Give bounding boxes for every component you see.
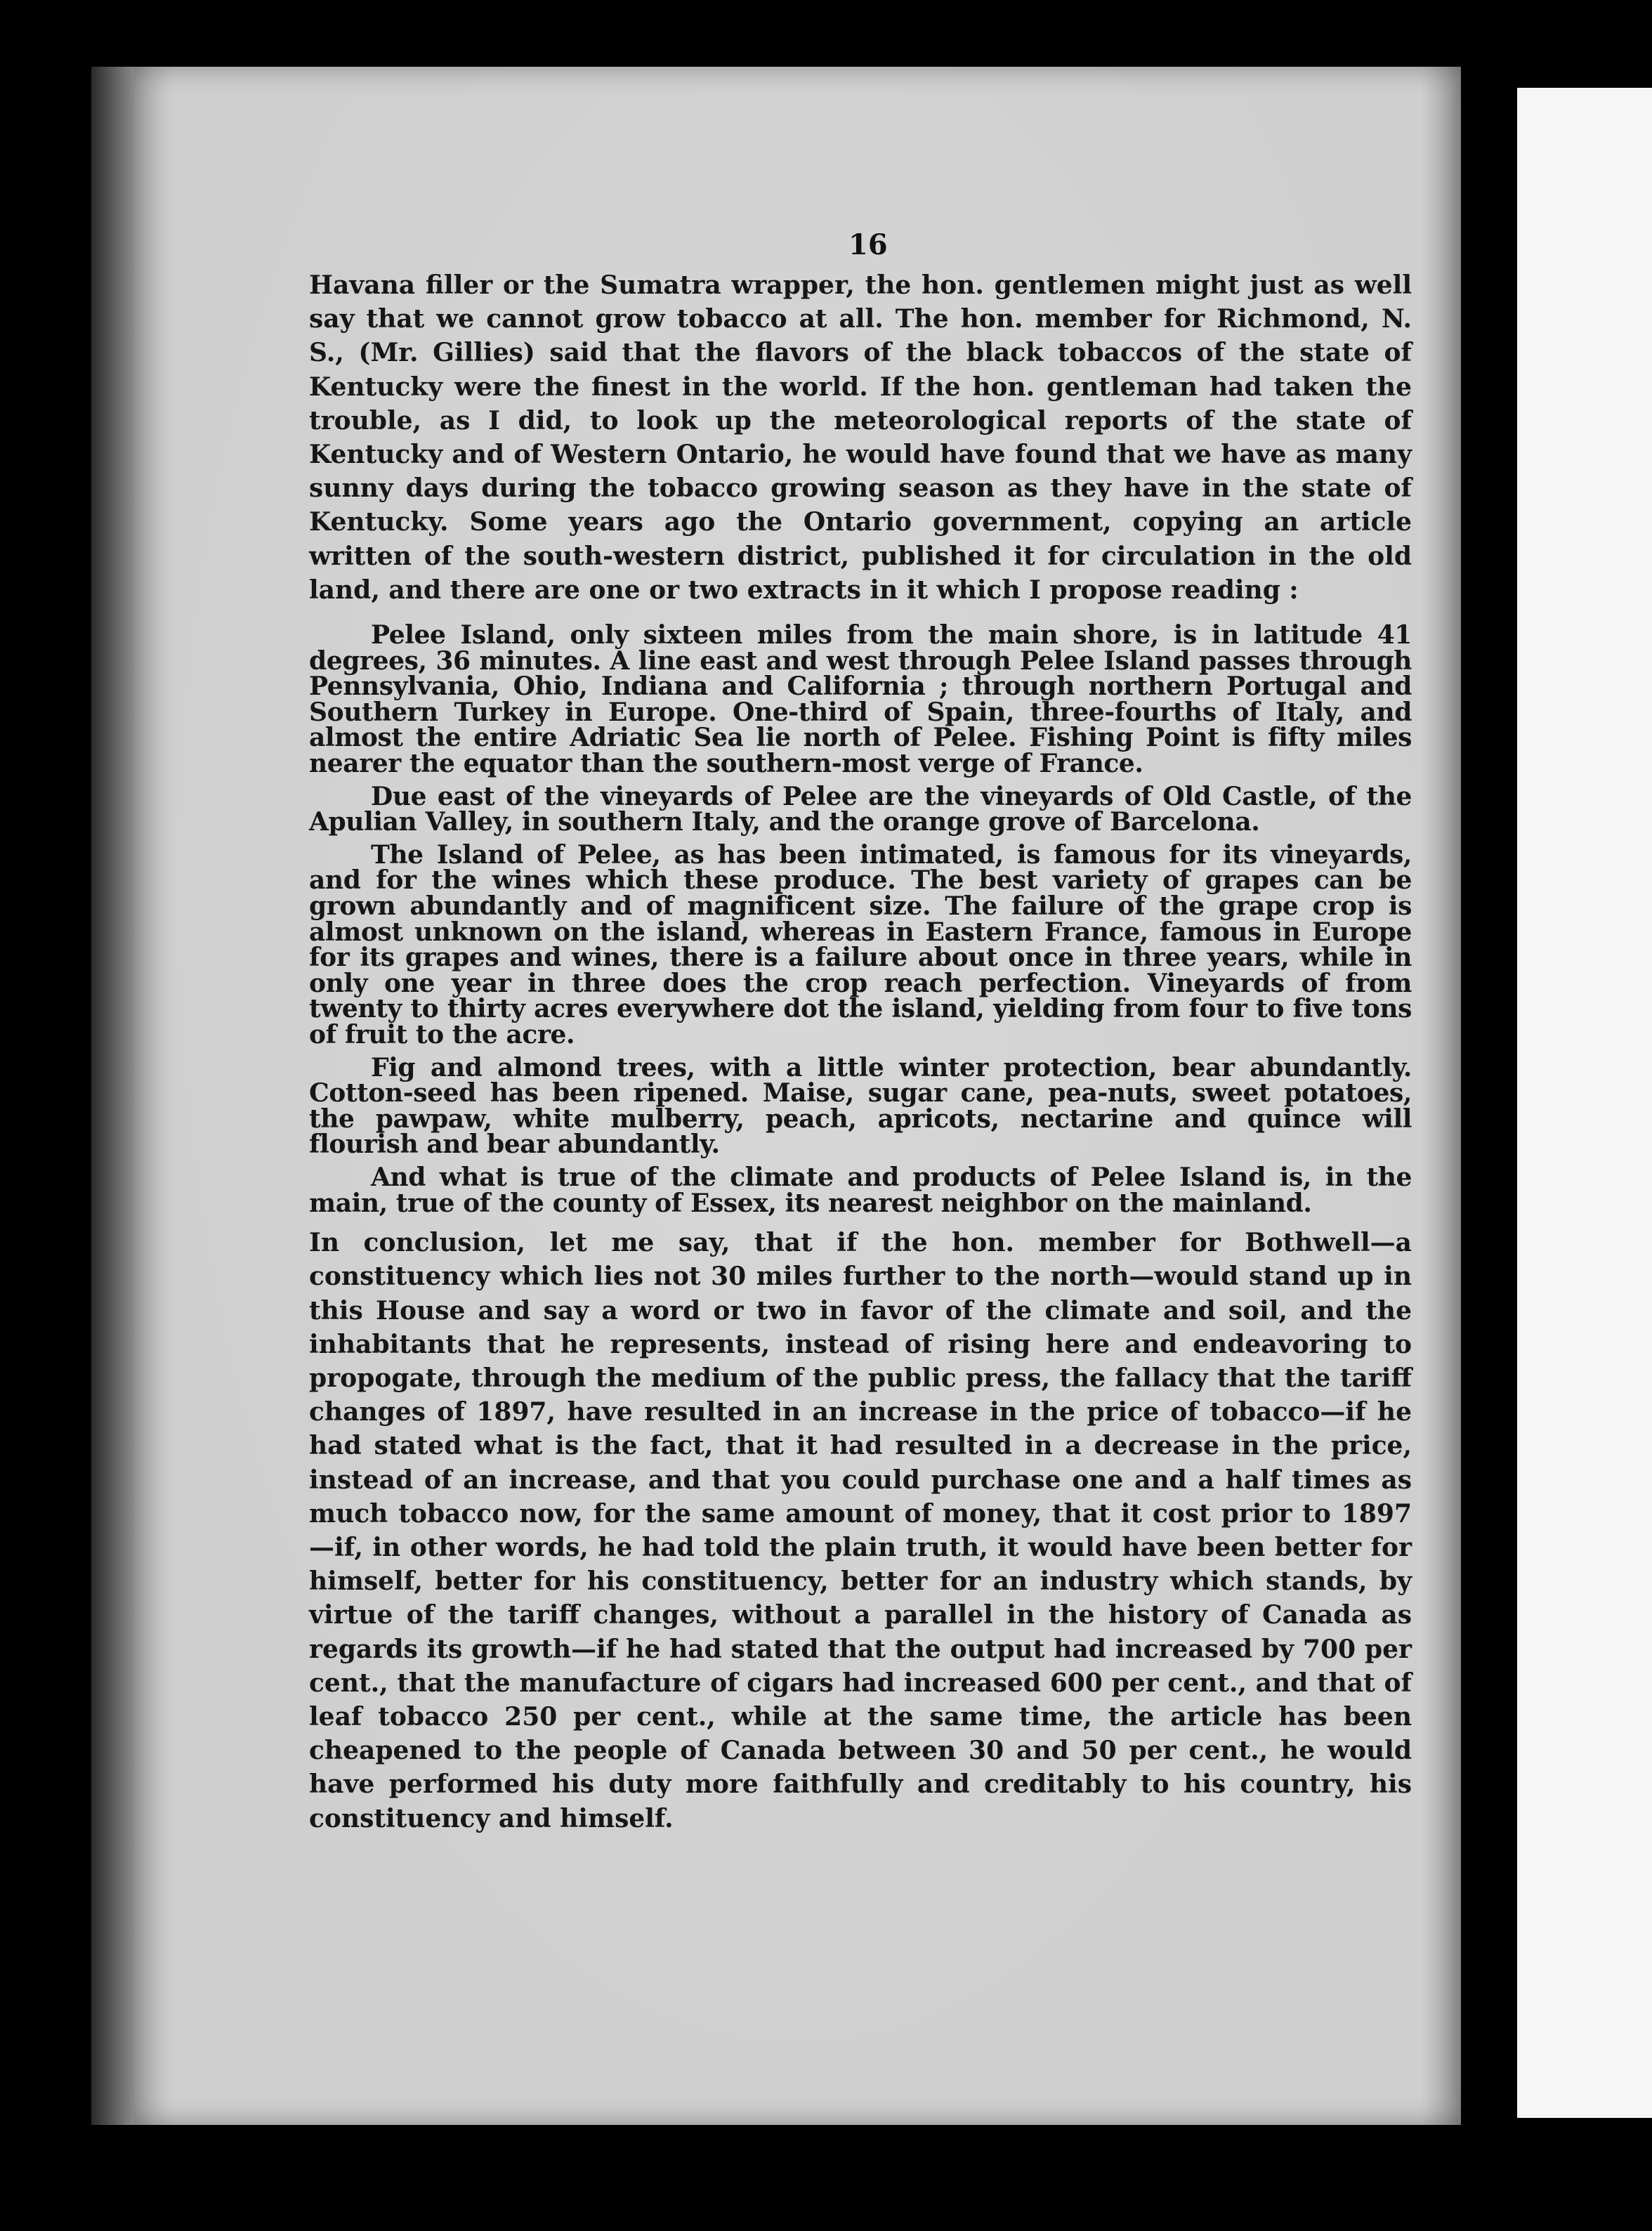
opening-paragraph: Havana filler or the Sumatra wrapper, the hon. gentlemen might just as well say that we cannot grow tobacco at all. The hon. member for Richmond, N. S., (Mr. Gillies) said that the flavors of the black tobaccos of the state of Kentucky were the finest in the world. If the hon. gentleman had taken the trouble, as I did, to look up the meteorological reports of the state of Kentucky and of Western Ontario, he would have found that we have as many sunny days during the tobacco growing season as they have in the state of Kentucky. Some years ago the Ontario government, copying an article written of the south-western district, published it for circulation in the old land, and there are one or two extracts in it which I propose reading :: [309, 270, 1412, 605]
book-spine: [91, 67, 135, 2125]
quote-paragraph-latitude: Pelee Island, only sixteen miles from the main shore, is in latitude 41 degrees, 36 minutes. A line east and west through Pelee Island passes through Pennsylvania, Ohio, Indiana and California ; through northern Portugal and Southern Turkey in Europe. One-third of Spain, three-fourths of Italy, and almost the entire Adriatic Sea lie north of Pelee. Fishing Point is fifty miles nearer the equator than the southern-most verge of France.: [309, 620, 1412, 778]
quote-paragraph-crops: Fig and almond trees, with a little winter protection, bear abundantly. Cotton-seed has been ripened. Maise, sugar cane, pea-nuts, sweet potatoes, the pawpaw, white mulberry, peach, apricots, nectarine and quince will flourish and bear abundantly.: [309, 1052, 1412, 1160]
page-body: [309, 268, 1412, 1836]
quote-paragraph-vineyards-east: Due east of the vineyards of Pelee are the vineyards of Old Castle, of the Apulian Valley, in southern Italy, and the orange grove of Barcelona.: [309, 781, 1412, 837]
quote-paragraph-essex: And what is true of the climate and products of Pelee Island is, in the main, true of the county of Essex, its nearest neighbor on the mainland.: [309, 1162, 1412, 1218]
quoted-extract: [309, 622, 1412, 1216]
quote-paragraph-grapes: The Island of Pelee, as has been intimated, is famous for its vineyards, and for the wines which these produce. The best variety of grapes can be grown abundantly and of magnificent size. The failure of the grape crop is almost unknown on the island, whereas in Eastern France, famous in Europe for its grapes and wines, there is a failure about once in three years, while in only one year in three does the crop reach perfection. Vineyards of from twenty to thirty acres everywhere dot the island, yielding from four to five tons of fruit to the acre.: [309, 839, 1412, 1049]
adjacent-page-edge: [1517, 88, 1652, 2118]
closing-paragraph: In conclusion, let me say, that if the hon. member for Bothwell—a constituency which lies not 30 miles further to the north—would stand up in this House and say a word or two in favor of the climate and soil, and the inhabitants that he represents, instead of rising here and endeavoring to propogate, through the medium of the public press, the fallacy that the tariff changes of 1897, have resulted in an increase in the price of tobacco—if he had stated what is the fact, that it had resulted in a decrease in the price, instead of an increase, and that you could purchase one and a half times as much tobacco now, for the same amount of money, that it cost prior to 1897—if, in other words, he had told the plain truth, it would have been better for himself, better for his constituency, better for an industry which stands, by virtue of the tariff changes, without a parallel in the history of Canada as regards its growth—if he had stated that the output had increased by 700 per cent., that the manufacture of cigars had increased 600 per cent., and that of leaf tobacco 250 per cent., while at the same time, the article has been cheapened to the people of Canada between 30 and 50 per cent., he would have performed his duty more faithfully and creditably to his country, his constituency and himself.: [309, 1228, 1412, 1833]
page-number: 16: [848, 228, 888, 261]
